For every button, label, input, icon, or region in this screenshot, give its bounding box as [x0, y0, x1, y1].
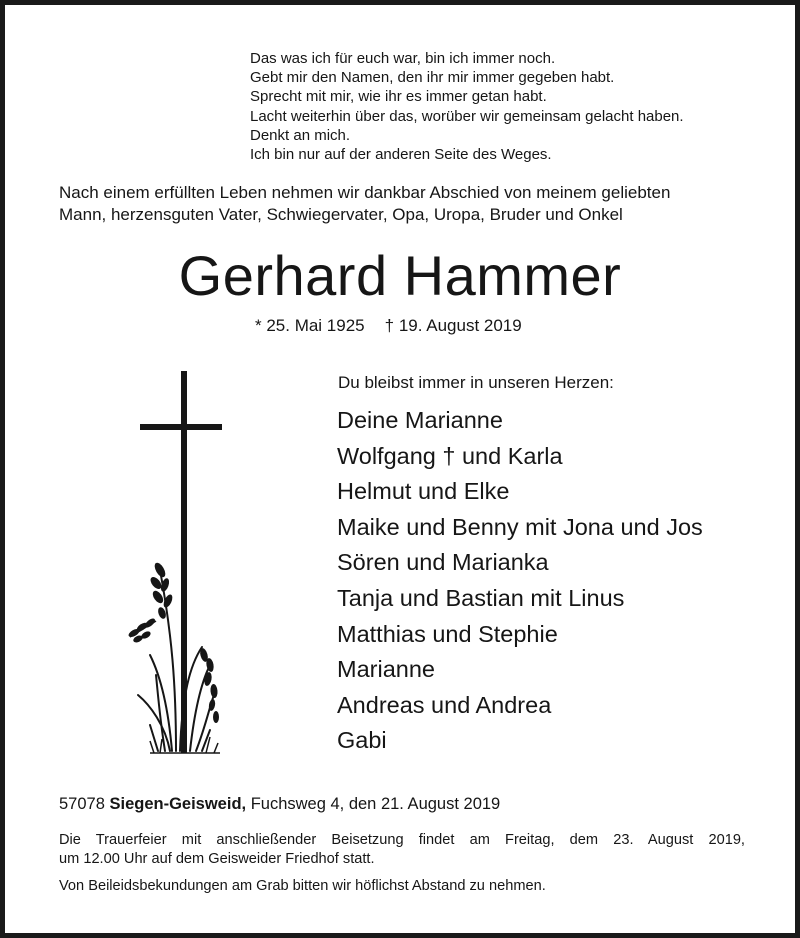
mourner-name: Gabi: [337, 727, 387, 754]
funeral-line: Die Trauerfeier mit anschließender Beisetzung findet am Freitag, dem 23. August 2019,: [59, 832, 745, 848]
funeral-line: um 12.00 Uhr auf dem Geisweider Friedhof statt.: [59, 851, 375, 867]
deceased-name: Gerhard Hammer: [178, 244, 622, 307]
poem-line: Das was ich für euch war, bin ich immer noch.: [250, 50, 556, 67]
poem-line: Denkt an mich.: [250, 126, 351, 144]
mourner-name: Sören und Marianka: [337, 549, 549, 576]
mourners-list: [337, 403, 703, 759]
mourner-name: Tanja und Bastian mit Linus: [337, 584, 625, 611]
poem-line: Ich bin nur auf der anderen Seite des Weges.: [250, 146, 552, 164]
poem-line: Sprecht mit mir, wie ihr es immer getan habt.: [250, 88, 547, 106]
mourner-name: Matthias und Stephie: [337, 620, 558, 647]
poem-line: Gebt mir den Namen, den ihr mir immer gegeben habt.: [250, 69, 615, 87]
mourner-name: Deine Marianne: [337, 407, 503, 433]
death-date: † 19. August 2019: [384, 316, 522, 335]
funeral-details: [59, 831, 745, 869]
condolence-note: Von Beileidsbekundungen am Grab bitten wir höflichst Abstand zu nehmen.: [59, 878, 546, 894]
city: Siegen-Geisweid,: [109, 795, 247, 813]
address-line: [59, 793, 500, 815]
intro-line: Mann, herzensguten Vater, Schwiegervater, Opa, Uropa, Bruder und Onkel: [59, 205, 623, 224]
poem-line: Lacht weiterhin über das, worüber wir gemeinsam gelacht haben.: [250, 107, 684, 125]
mourner-name: Wolfgang † und Karla: [337, 442, 563, 469]
farewell-intro: [59, 182, 749, 226]
postcode: 57078: [59, 795, 105, 813]
intro-line: Nach einem erfüllten Leben nehmen wir dankbar Abschied von meinem geliebten: [59, 183, 671, 202]
life-dates: [255, 315, 522, 337]
mourner-name: Marianne: [337, 656, 435, 683]
poem: [250, 49, 684, 164]
mourners-heading: Du bleibst immer in unseren Herzen:: [338, 373, 614, 392]
cross-with-wheat-icon: [110, 365, 240, 755]
mourner-name: Andreas und Andrea: [337, 691, 552, 718]
mourner-name: Helmut und Elke: [337, 478, 510, 505]
mourner-name: Maike und Benny mit Jona und Jos: [337, 513, 703, 540]
birth-date: * 25. Mai 1925: [255, 316, 365, 335]
street-and-date: Fuchsweg 4, den 21. August 2019: [250, 795, 501, 813]
